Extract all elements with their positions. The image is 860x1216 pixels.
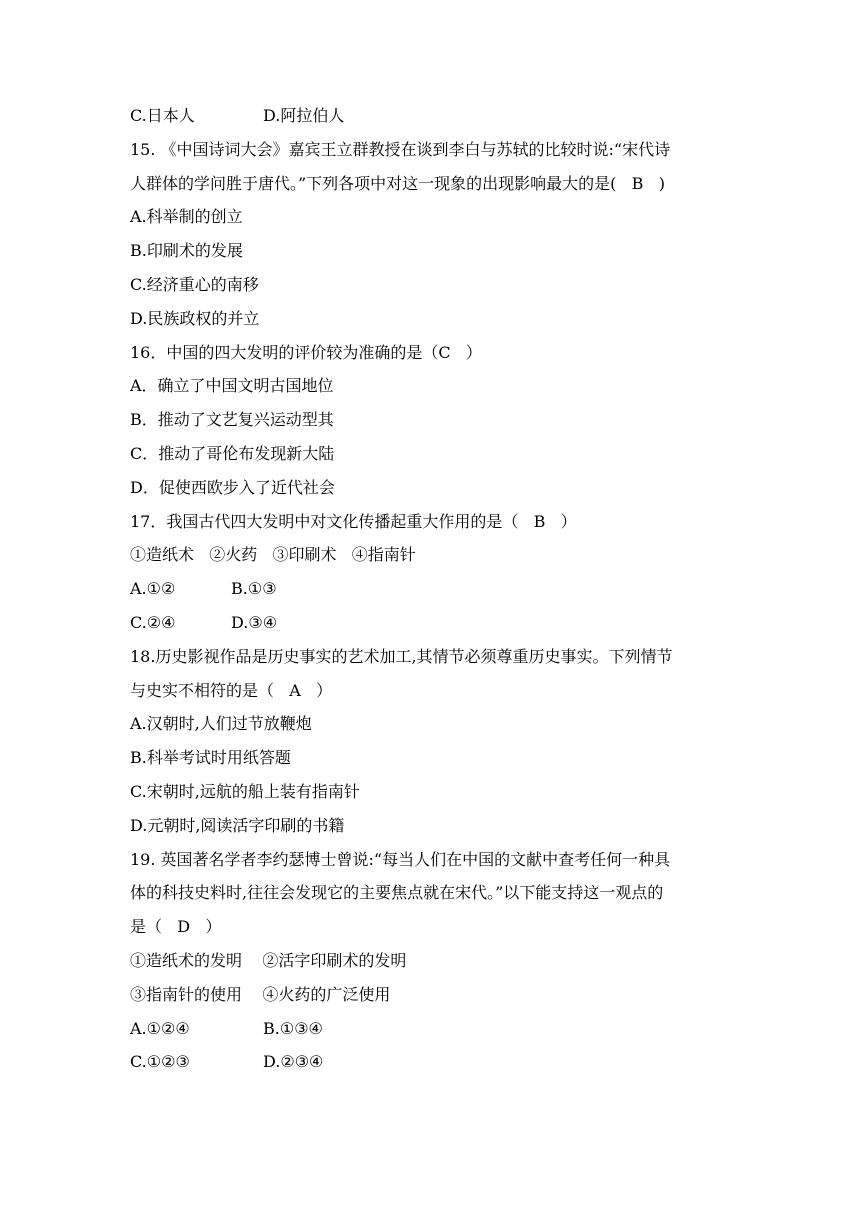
q19-stem-line-3: 是（ D ）: [130, 917, 222, 937]
q18-stem-line-1: 18.历史影视作品是历史事实的艺术加工,其情节必须尊重历史事实。下列情节: [130, 646, 673, 666]
option-d: D.②③④: [263, 1052, 324, 1072]
q17-options-cd: [130, 606, 740, 640]
q19-options-cd: [130, 1045, 740, 1079]
q16-option-b: B．推动了文艺复兴运动型其: [130, 410, 334, 430]
q19-items-line-1: ①造纸术的发明 ②活字印刷术的发明: [130, 950, 407, 970]
q18-option-a: A.汉朝时,人们过节放鞭炮: [130, 714, 312, 734]
q15-option-b: B.印刷术的发展: [130, 241, 243, 261]
q17-items: ①造纸术 ②火药 ③印刷术 ④指南针: [130, 545, 416, 565]
option-b: B.①③④: [263, 1018, 323, 1038]
option-d: D.阿拉伯人: [263, 106, 345, 125]
q15-option-d: D.民族政权的并立: [130, 308, 260, 328]
q19-stem-line-1: 19. 英国著名学者李约瑟博士曾说:“每当人们在中国的文献中查考任何一种具: [130, 849, 671, 869]
q19-stem-line-2: 体的科技史料时,往往会发现它的主要焦点就在宋代。”以下能支持这一观点的: [130, 883, 664, 903]
q19-items-line-2: ③指南针的使用 ④火药的广泛使用: [130, 984, 391, 1004]
q18-option-d: D.元朝时,阅读活字印刷的书籍: [130, 815, 345, 835]
option-c: C.②④: [130, 612, 176, 632]
question-text-block: [130, 99, 740, 1079]
q18-option-c: C.宋朝时,远航的船上装有指南针: [130, 781, 360, 801]
q16-stem: 16．中国的四大发明的评价较为准确的是（C ）: [130, 342, 482, 362]
q14-options-cd: [130, 99, 740, 133]
option-d: D.③④: [231, 612, 278, 632]
option-c: C.日本人: [130, 106, 195, 125]
option-b: B.①③: [231, 579, 277, 599]
q16-option-a: A．确立了中国文明古国地位: [130, 376, 334, 396]
q15-stem-line-1: 15. 《中国诗词大会》嘉宾王立群教授在谈到李白与苏轼的比较时说:“宋代诗: [130, 139, 671, 159]
option-a: A.①②④: [130, 1018, 190, 1038]
q15-stem-line-2: 人群体的学问胜于唐代。”下列各项中对这一现象的出现影响最大的是( B ): [130, 173, 665, 193]
q16-option-c: C．推动了哥伦布发现新大陆: [130, 443, 335, 463]
q18-option-b: B.科举考试时用纸答题: [130, 748, 291, 768]
q19-options-ab: [130, 1012, 740, 1046]
q17-options-ab: [130, 572, 740, 606]
q16-option-d: D．促使西欧步入了近代社会: [130, 477, 335, 497]
q15-option-c: C.经济重心的南移: [130, 274, 259, 294]
q15-option-a: A.科举制的创立: [130, 207, 243, 227]
q17-stem: 17．我国古代四大发明中对文化传播起重大作用的是（ B ）: [130, 511, 577, 531]
q18-stem-line-2: 与史实不相符的是（ A ）: [130, 680, 333, 700]
option-c: C.①②③: [130, 1052, 190, 1072]
option-a: A.①②: [130, 579, 176, 599]
